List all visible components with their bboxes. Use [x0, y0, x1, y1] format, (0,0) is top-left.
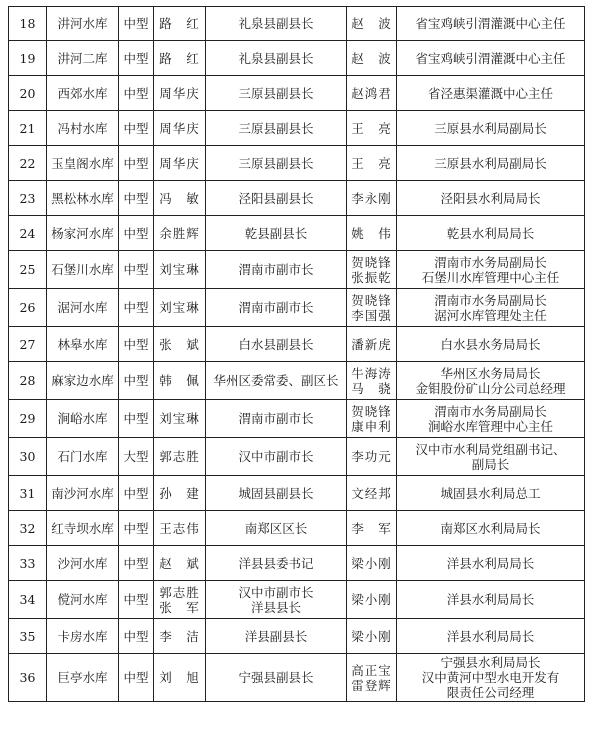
cell-text-line: 南郑区区长 — [244, 520, 308, 536]
table-row — [9, 111, 585, 146]
technical-title-cell — [397, 7, 585, 41]
technical-title-cell — [397, 546, 585, 581]
reservoir-type-cell: 中型 — [119, 476, 154, 511]
cell-text-line: 洋县水利局局长 — [446, 592, 535, 607]
cell-text-line: 韩 佩 — [159, 373, 200, 388]
cell-text-line: 周华庆 — [159, 120, 200, 136]
cell-text-line: 洋县水利局局长 — [446, 555, 535, 571]
reservoir-type-cell: 中型 — [119, 327, 154, 362]
cell-text-line: 刘宝琳 — [159, 262, 200, 277]
table-row — [9, 7, 585, 41]
cell-text-line: 泾阳县水利局局长 — [440, 190, 541, 206]
row-number-cell: 26 — [9, 289, 47, 327]
admin-title-cell — [206, 476, 347, 511]
row-number-cell: 29 — [9, 400, 47, 438]
cell-text-line: 张 军 — [159, 599, 200, 615]
table-row — [9, 289, 585, 327]
cell-text-line: 李永刚 — [351, 190, 392, 206]
cell-text-line: 刘宝琳 — [159, 411, 200, 426]
cell-text-line: 礼泉县副县长 — [238, 50, 314, 66]
cell-text-line: 王志伟 — [159, 520, 200, 536]
cell-text-line: 贺晓锋 — [351, 403, 392, 419]
cell-text-line: 城固县水利局总工 — [440, 485, 541, 501]
cell-text-line: 汉中市副市长 — [238, 449, 314, 464]
admin-responsible-cell — [154, 654, 206, 702]
admin-responsible-cell — [154, 146, 206, 181]
row-number-cell: 19 — [9, 41, 47, 76]
admin-title-cell — [206, 289, 347, 327]
technical-responsible-cell — [347, 111, 397, 146]
table-row — [9, 216, 585, 251]
admin-responsible-cell — [154, 619, 206, 654]
technical-responsible-cell — [347, 251, 397, 289]
cell-text-line: 三原县副县长 — [238, 120, 314, 136]
reservoir-name-cell: 冯村水库 — [47, 111, 119, 146]
table-row — [9, 546, 585, 581]
reservoir-name-cell: 汫河二库 — [47, 41, 119, 76]
cell-text-line: 城固县副县长 — [238, 485, 314, 501]
reservoir-name-cell: 傥河水库 — [47, 581, 119, 619]
technical-responsible-cell — [347, 546, 397, 581]
cell-text-line: 华州区水务局局长 — [440, 365, 541, 381]
cell-text-line: 洋县县委书记 — [238, 555, 314, 571]
row-number-cell: 33 — [9, 546, 47, 581]
technical-title-cell — [397, 619, 585, 654]
admin-responsible-cell — [154, 511, 206, 546]
technical-responsible-cell — [347, 400, 397, 438]
table-row — [9, 619, 585, 654]
cell-text-line: 马 骁 — [351, 380, 392, 396]
technical-title-cell — [397, 76, 585, 111]
admin-responsible-cell — [154, 251, 206, 289]
reservoir-name-cell: 南沙河水库 — [47, 476, 119, 511]
technical-title-cell — [397, 654, 585, 702]
technical-responsible-cell — [347, 654, 397, 702]
admin-responsible-cell — [154, 438, 206, 476]
admin-title-cell — [206, 438, 347, 476]
cell-text-line: 梁小刚 — [351, 555, 392, 571]
technical-responsible-cell — [347, 7, 397, 41]
technical-responsible-cell — [347, 511, 397, 546]
cell-text-line: 省泾惠渠灌溉中心主任 — [427, 85, 553, 101]
reservoir-type-cell: 中型 — [119, 111, 154, 146]
reservoir-name-cell: 沙河水库 — [47, 546, 119, 581]
cell-text-line: 康申利 — [351, 418, 392, 434]
admin-title-cell — [206, 400, 347, 438]
row-number-cell: 36 — [9, 654, 47, 702]
cell-text-line: 三原县副县长 — [238, 155, 314, 171]
table-row — [9, 400, 585, 438]
row-number-cell: 22 — [9, 146, 47, 181]
reservoir-name-cell: 西郊水库 — [47, 76, 119, 111]
reservoir-name-cell: 麻家边水库 — [47, 362, 119, 400]
reservoir-type-cell: 中型 — [119, 216, 154, 251]
technical-title-cell — [397, 511, 585, 546]
cell-text-line: 赵 波 — [351, 50, 392, 66]
cell-text-line: 南郑区水利局局长 — [440, 520, 541, 536]
row-number-cell: 31 — [9, 476, 47, 511]
cell-text-line: 冯 敏 — [159, 190, 200, 206]
cell-text-line: 赵 斌 — [159, 555, 200, 571]
cell-text-line: 泾阳县副县长 — [238, 190, 314, 206]
cell-text-line: 周华庆 — [159, 155, 200, 171]
table-body — [9, 7, 585, 702]
admin-responsible-cell — [154, 476, 206, 511]
cell-text-line: 乾县水利局局长 — [446, 225, 535, 241]
admin-responsible-cell — [154, 362, 206, 400]
table-row — [9, 251, 585, 289]
technical-responsible-cell — [347, 619, 397, 654]
admin-title-cell — [206, 619, 347, 654]
admin-title-cell — [206, 41, 347, 76]
cell-text-line: 梁小刚 — [351, 592, 392, 607]
reservoir-name-cell: 涧峪水库 — [47, 400, 119, 438]
reservoir-name-cell: 石门水库 — [47, 438, 119, 476]
admin-title-cell — [206, 362, 347, 400]
row-number-cell: 32 — [9, 511, 47, 546]
admin-title-cell — [206, 546, 347, 581]
table-row — [9, 41, 585, 76]
cell-text-line: 雷登辉 — [351, 677, 392, 693]
technical-title-cell — [397, 327, 585, 362]
row-number-cell: 35 — [9, 619, 47, 654]
technical-title-cell — [397, 400, 585, 438]
reservoir-name-cell: 杨家河水库 — [47, 216, 119, 251]
cell-text-line: 金钼股份矿山分公司总经理 — [415, 380, 566, 396]
technical-title-cell — [397, 41, 585, 76]
cell-text-line: 渭南市副市长 — [238, 262, 314, 277]
cell-text-line: 汉中黄河中型水电开发有 — [421, 670, 560, 685]
cell-text-line: 三原县水利局副局长 — [434, 120, 547, 136]
cell-text-line: 余胜辉 — [159, 225, 200, 241]
cell-text-line: 汉中市副市长 — [238, 584, 314, 600]
technical-responsible-cell — [347, 181, 397, 216]
cell-text-line: 宁强县水利局局长 — [440, 655, 541, 670]
cell-text-line: 李 洁 — [159, 628, 200, 644]
table-row — [9, 327, 585, 362]
cell-text-line: 渭南市副市长 — [238, 411, 314, 426]
cell-text-line: 张 斌 — [159, 336, 200, 352]
admin-title-cell — [206, 327, 347, 362]
reservoir-name-cell: 玉皇阁水库 — [47, 146, 119, 181]
row-number-cell: 27 — [9, 327, 47, 362]
cell-text-line: 潘新虎 — [351, 336, 392, 352]
reservoir-type-cell: 中型 — [119, 181, 154, 216]
admin-title-cell — [206, 216, 347, 251]
cell-text-line: 渭南市水务局副局长 — [434, 254, 547, 270]
reservoir-type-cell: 大型 — [119, 438, 154, 476]
technical-title-cell — [397, 289, 585, 327]
reservoir-type-cell: 中型 — [119, 76, 154, 111]
cell-text-line: 洋县水利局局长 — [446, 628, 535, 644]
admin-title-cell — [206, 251, 347, 289]
cell-text-line: 涺河水库管理处主任 — [434, 307, 547, 323]
technical-responsible-cell — [347, 362, 397, 400]
admin-title-cell — [206, 146, 347, 181]
reservoir-name-cell: 巨亭水库 — [47, 654, 119, 702]
reservoir-type-cell: 中型 — [119, 362, 154, 400]
cell-text-line: 洋县县长 — [250, 599, 301, 615]
cell-text-line: 高正宝 — [351, 662, 392, 678]
cell-text-line: 乾县副县长 — [244, 225, 308, 241]
admin-title-cell — [206, 76, 347, 111]
cell-text-line: 礼泉县副县长 — [238, 16, 314, 31]
reservoir-type-cell: 中型 — [119, 251, 154, 289]
technical-responsible-cell — [347, 327, 397, 362]
cell-text-line: 李 军 — [351, 520, 392, 536]
admin-responsible-cell — [154, 400, 206, 438]
cell-text-line: 渭南市水务局副局长 — [434, 403, 547, 419]
cell-text-line: 孙 建 — [159, 485, 200, 501]
cell-text-line: 张振乾 — [351, 269, 392, 285]
reservoir-name-cell: 林皋水库 — [47, 327, 119, 362]
cell-text-line: 路 红 — [159, 16, 200, 31]
reservoir-type-cell: 中型 — [119, 546, 154, 581]
admin-title-cell — [206, 581, 347, 619]
row-number-cell: 20 — [9, 76, 47, 111]
cell-text-line: 赵 波 — [351, 16, 392, 31]
admin-responsible-cell — [154, 181, 206, 216]
technical-title-cell — [397, 181, 585, 216]
reservoir-type-cell: 中型 — [119, 289, 154, 327]
technical-responsible-cell — [347, 41, 397, 76]
table-row — [9, 581, 585, 619]
technical-responsible-cell — [347, 581, 397, 619]
cell-text-line: 渭南市水务局副局长 — [434, 292, 547, 308]
reservoir-type-cell: 中型 — [119, 581, 154, 619]
admin-responsible-cell — [154, 289, 206, 327]
reservoir-type-cell: 中型 — [119, 146, 154, 181]
cell-text-line: 华州区委常委、副区长 — [213, 373, 339, 388]
cell-text-line: 省宝鸡峡引渭灌溉中心主任 — [415, 16, 566, 31]
reservoir-type-cell: 中型 — [119, 511, 154, 546]
admin-responsible-cell — [154, 216, 206, 251]
reservoir-name-cell: 涺河水库 — [47, 289, 119, 327]
cell-text-line: 白水县副县长 — [238, 336, 314, 352]
reservoir-name-cell: 石堡川水库 — [47, 251, 119, 289]
cell-text-line: 限责任公司经理 — [446, 685, 535, 700]
admin-responsible-cell — [154, 41, 206, 76]
reservoir-name-cell: 汫河水库 — [47, 7, 119, 41]
cell-text-line: 姚 伟 — [351, 225, 392, 241]
responsibility-table — [8, 6, 585, 702]
cell-text-line: 三原县副县长 — [238, 85, 314, 101]
table-row — [9, 511, 585, 546]
admin-title-cell — [206, 511, 347, 546]
row-number-cell: 23 — [9, 181, 47, 216]
cell-text-line: 贺晓锋 — [351, 254, 392, 270]
admin-title-cell — [206, 181, 347, 216]
technical-title-cell — [397, 362, 585, 400]
technical-responsible-cell — [347, 438, 397, 476]
reservoir-type-cell: 中型 — [119, 654, 154, 702]
row-number-cell: 34 — [9, 581, 47, 619]
cell-text-line: 三原县水利局副局长 — [434, 155, 547, 171]
cell-text-line: 涧峪水库管理中心主任 — [427, 418, 553, 434]
table-row — [9, 438, 585, 476]
cell-text-line: 李功元 — [351, 449, 392, 464]
table-row — [9, 76, 585, 111]
technical-title-cell — [397, 251, 585, 289]
table-row — [9, 476, 585, 511]
reservoir-type-cell: 中型 — [119, 400, 154, 438]
reservoir-type-cell: 中型 — [119, 7, 154, 41]
cell-text-line: 渭南市副市长 — [238, 300, 314, 315]
cell-text-line: 郭志胜 — [159, 449, 200, 464]
cell-text-line: 文经邦 — [351, 485, 392, 501]
cell-text-line: 白水县水务局局长 — [440, 336, 541, 352]
reservoir-name-cell: 卡房水库 — [47, 619, 119, 654]
row-number-cell: 18 — [9, 7, 47, 41]
admin-responsible-cell — [154, 76, 206, 111]
cell-text-line: 洋县副县长 — [244, 628, 308, 644]
technical-title-cell — [397, 581, 585, 619]
table-row — [9, 362, 585, 400]
admin-responsible-cell — [154, 7, 206, 41]
cell-text-line: 梁小刚 — [351, 628, 392, 644]
technical-title-cell — [397, 216, 585, 251]
admin-responsible-cell — [154, 111, 206, 146]
cell-text-line: 刘宝琳 — [159, 300, 200, 315]
reservoir-name-cell: 黑松林水库 — [47, 181, 119, 216]
cell-text-line: 汉中市水利局党组副书记、 — [415, 441, 566, 457]
row-number-cell: 24 — [9, 216, 47, 251]
cell-text-line: 省宝鸡峡引渭灌溉中心主任 — [415, 50, 566, 66]
cell-text-line: 路 红 — [159, 50, 200, 66]
technical-title-cell — [397, 438, 585, 476]
technical-responsible-cell — [347, 476, 397, 511]
cell-text-line: 王 亮 — [351, 120, 392, 136]
technical-title-cell — [397, 111, 585, 146]
cell-text-line: 刘 旭 — [159, 670, 200, 685]
admin-title-cell — [206, 111, 347, 146]
cell-text-line: 王 亮 — [351, 155, 392, 171]
cell-text-line: 宁强县副县长 — [238, 670, 314, 685]
technical-responsible-cell — [347, 289, 397, 327]
admin-responsible-cell — [154, 327, 206, 362]
admin-title-cell — [206, 7, 347, 41]
technical-responsible-cell — [347, 216, 397, 251]
cell-text-line: 李国强 — [351, 307, 392, 323]
cell-text-line: 牛海涛 — [351, 365, 392, 381]
admin-responsible-cell — [154, 581, 206, 619]
cell-text-line: 郭志胜 — [159, 584, 200, 600]
row-number-cell: 28 — [9, 362, 47, 400]
row-number-cell: 25 — [9, 251, 47, 289]
reservoir-type-cell: 中型 — [119, 41, 154, 76]
technical-title-cell — [397, 476, 585, 511]
reservoir-name-cell: 红寺坝水库 — [47, 511, 119, 546]
technical-responsible-cell — [347, 146, 397, 181]
cell-text-line: 周华庆 — [159, 85, 200, 101]
table-row — [9, 181, 585, 216]
cell-text-line: 赵鸿君 — [351, 85, 392, 101]
table-row — [9, 146, 585, 181]
table-row — [9, 654, 585, 702]
cell-text-line: 副局长 — [471, 456, 510, 472]
reservoir-type-cell: 中型 — [119, 619, 154, 654]
technical-responsible-cell — [347, 76, 397, 111]
admin-title-cell — [206, 654, 347, 702]
cell-text-line: 石堡川水库管理中心主任 — [421, 269, 560, 285]
row-number-cell: 21 — [9, 111, 47, 146]
cell-text-line: 贺晓锋 — [351, 292, 392, 308]
row-number-cell: 30 — [9, 438, 47, 476]
admin-responsible-cell — [154, 546, 206, 581]
technical-title-cell — [397, 146, 585, 181]
